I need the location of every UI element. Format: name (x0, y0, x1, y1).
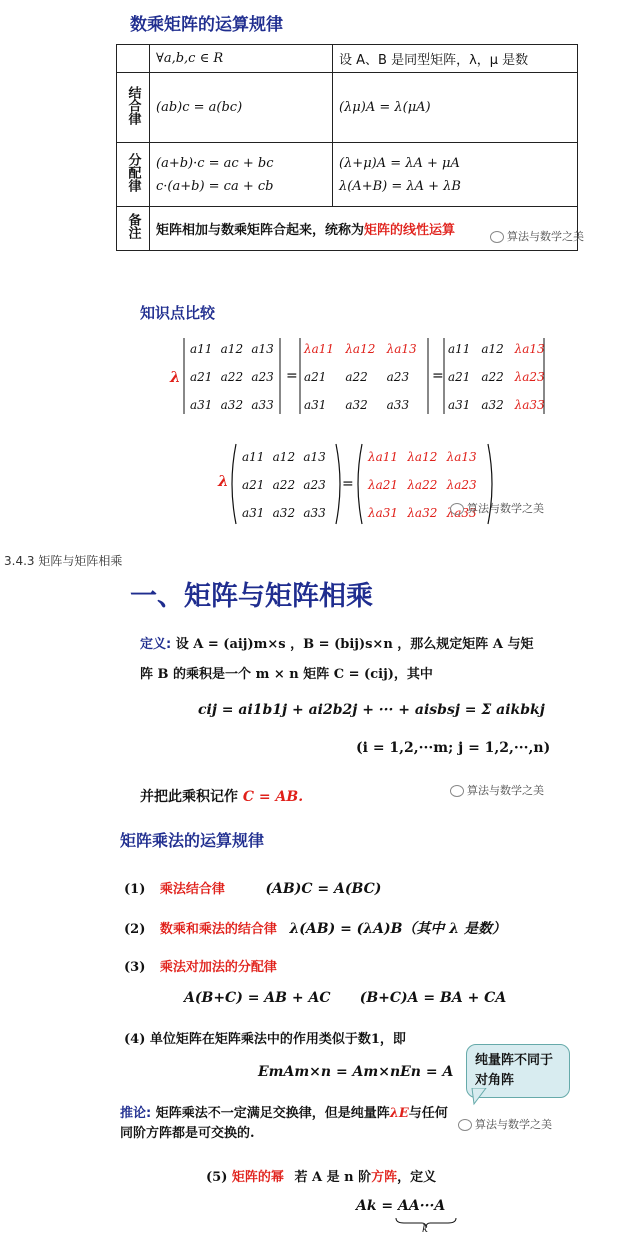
rule-name: 矩阵的幂 (231, 1170, 284, 1185)
det-a-cell: a23 (251, 370, 274, 384)
det-c-cell: a31 (448, 398, 471, 412)
distributive-right-2: λ(A+B) = λA + λB (339, 178, 461, 194)
det-c-cell: λa23 (514, 370, 545, 384)
lambda-factor-1: λ (170, 368, 181, 386)
det-c-cell: a11 (448, 342, 471, 356)
matrix-b-cell: λa31 (368, 506, 399, 520)
matrix-b-cell: λa22 (407, 478, 438, 492)
det-b-cell: a31 (304, 398, 327, 412)
rule-num: (3) (124, 960, 146, 975)
det-c (448, 342, 548, 412)
matrix-b-cell: λa12 (407, 450, 438, 464)
power-formula: Ak = AA···A (356, 1198, 446, 1214)
watermark-1: 算法与数学之美 (490, 228, 584, 244)
det-a-cell: a21 (190, 370, 213, 384)
row-label-associative: 结合律 (117, 73, 150, 143)
rule-item-3 (124, 956, 277, 975)
watermark-2: 算法与数学之美 (450, 500, 544, 516)
corollary-red: λE (389, 1106, 409, 1121)
det-a (190, 342, 282, 412)
row-label-note: 备注 (117, 207, 150, 251)
scalar-matrix-callout: 纯量阵不同于对角阵 (466, 1044, 570, 1098)
associative-right: (λμ)A = λ(μA) (333, 73, 578, 143)
lambda-factor-2: λ (218, 472, 229, 490)
definition-line2: 阵 B 的乘积是一个 m × n 矩阵 C = (cij)，其中 (140, 667, 433, 682)
row-label-distributive: 分配律 (117, 143, 150, 207)
matrix-b-cell: λa32 (407, 506, 438, 520)
matrix-a-cell: a23 (303, 478, 326, 492)
svg-text:=: = (432, 368, 444, 384)
definition (140, 630, 580, 690)
det-c-cell: λa33 (514, 398, 545, 412)
matrix-b-cell: λa11 (368, 450, 399, 464)
rule-num: (1) (124, 882, 146, 897)
breadcrumb: 3.4.3 矩阵与矩阵相乘 (4, 554, 123, 568)
table-corner (117, 45, 150, 73)
corollary-line2: 同阶方阵都是可交换的. (120, 1126, 255, 1141)
associative-left: (ab)c = a(bc) (150, 73, 333, 143)
det-b-cell: a22 (345, 370, 368, 384)
record-prefix: 并把此乘积记作 (140, 789, 238, 805)
rule-name: 数乘和乘法的结合律 (159, 922, 277, 937)
det-a-cell: a31 (190, 398, 213, 412)
svg-text:=: = (286, 368, 298, 384)
det-c-cell: a22 (481, 370, 504, 384)
det-a-cell: a12 (220, 342, 244, 356)
matrix-a-cell: a11 (242, 450, 265, 464)
section1-title: 数乘矩阵的运算规律 (130, 15, 283, 35)
distributive-left-1: (a+b)·c = ac + bc (156, 155, 274, 171)
det-b-cell: λa12 (345, 342, 376, 356)
rule-red: 方阵 (371, 1170, 398, 1185)
matrix-a-cell: a31 (242, 506, 265, 520)
matrix-b-cell: λa33 (446, 506, 477, 520)
matrix-a-cell: a32 (272, 506, 296, 520)
watermark-3: 算法与数学之美 (450, 782, 544, 798)
rule-item-2 (124, 918, 506, 938)
matrix-b-cell: λa21 (368, 478, 399, 492)
det-c-cell: a12 (481, 342, 504, 356)
product-formula-range: (i = 1,2,···m; j = 1,2,···,n) (356, 740, 551, 756)
det-a-cell: a32 (220, 398, 244, 412)
det-b-cell: λa11 (304, 342, 335, 356)
rule-item-5 (206, 1166, 436, 1185)
corollary-label: 推论: (120, 1106, 152, 1121)
det-b (304, 342, 428, 412)
det-a-cell: a33 (251, 398, 274, 412)
wechat-icon (490, 231, 504, 243)
matrix-a-cell: a13 (303, 450, 326, 464)
watermark-4: 算法与数学之美 (458, 1116, 552, 1132)
record-line (140, 786, 303, 806)
distributive-formula: A(B+C) = AB + AC (B+C)A = BA + CA (184, 990, 507, 1006)
det-c-cell: a32 (481, 398, 504, 412)
matrix-a (242, 450, 334, 520)
definition-label: 定义: (140, 637, 172, 652)
identity-formula: EmAm×n = Am×nEn = A (258, 1064, 454, 1080)
rule-formula: (AB)C = A(BC) (265, 881, 382, 897)
rule-name: 乘法结合律 (159, 882, 225, 897)
det-b-cell: a23 (386, 370, 410, 384)
product-formula: cij = ai1b1j + ai2b2j + ··· + aisbsj = Σ aikbkj (198, 702, 545, 718)
rule-num: (2) (124, 922, 146, 937)
rule-text: 若 A 是 n 阶 (294, 1170, 372, 1185)
table-header-right: 设 A、B 是同型矩阵，λ，μ 是数 (333, 45, 578, 73)
svg-text:=: = (342, 476, 354, 492)
definition-line1: 设 A = (aij)m×s ，B = (bij)s×n ，那么规定矩阵 A 与矩 (175, 637, 534, 652)
det-b-cell: a33 (386, 398, 410, 412)
matrix-a-cell: a12 (272, 450, 296, 464)
wechat-icon (450, 785, 464, 797)
note-highlight: 矩阵的线性运算 (364, 223, 456, 238)
rule-name: 乘法对加法的分配律 (159, 960, 277, 975)
power-k: k (422, 1224, 429, 1235)
arithmetic-rules-table (116, 44, 578, 251)
distributive-right-1: (λ+μ)A = λA + μA (339, 155, 460, 171)
det-a-cell: a22 (220, 370, 244, 384)
rule-item-1 (124, 878, 381, 897)
section2-title: 知识点比较 (140, 304, 216, 322)
section4-title: 矩阵乘法的运算规律 (120, 831, 265, 850)
distributive-left (150, 143, 333, 207)
matrix-a-cell: a21 (242, 478, 265, 492)
det-b-cell: a32 (345, 398, 368, 412)
det-c-cell: a21 (448, 370, 471, 384)
det-a-cell: a11 (190, 342, 213, 356)
matrix-b-cell: λa23 (446, 478, 477, 492)
det-b-cell: a21 (304, 370, 327, 384)
rule-num: (5) (206, 1170, 228, 1185)
table-header-left: ∀a,b,c ∈ R (150, 45, 333, 73)
rule-formula: λ(AB) = (λA)B（其中 λ 是数） (289, 921, 506, 937)
matrix-b-cell: λa13 (446, 450, 477, 464)
corollary-text1: 矩阵乘法不一定满足交换律，但是纯量阵 (155, 1106, 390, 1121)
section3-title: 一、矩阵与矩阵相乘 (130, 581, 373, 612)
corollary-text2: 与任何 (408, 1106, 448, 1121)
matrix-a-cell: a33 (303, 506, 326, 520)
distributive-left-2: c·(a+b) = ca + cb (156, 178, 274, 194)
wechat-icon (450, 503, 464, 515)
det-c-cell: λa13 (514, 342, 545, 356)
record-value: C = AB. (242, 789, 304, 805)
wechat-icon (458, 1119, 472, 1131)
rule-item-4: (4) 单位矩阵在矩阵乘法中的作用类似于数1，即 (124, 1032, 406, 1047)
note-text: 矩阵相加与数乘矩阵合起来，统称为 (156, 223, 365, 238)
det-b-cell: λa13 (386, 342, 417, 356)
distributive-right (333, 143, 578, 207)
rule-tail: ，定义 (397, 1170, 437, 1185)
det-a-cell: a13 (251, 342, 274, 356)
matrix-a-cell: a22 (272, 478, 296, 492)
